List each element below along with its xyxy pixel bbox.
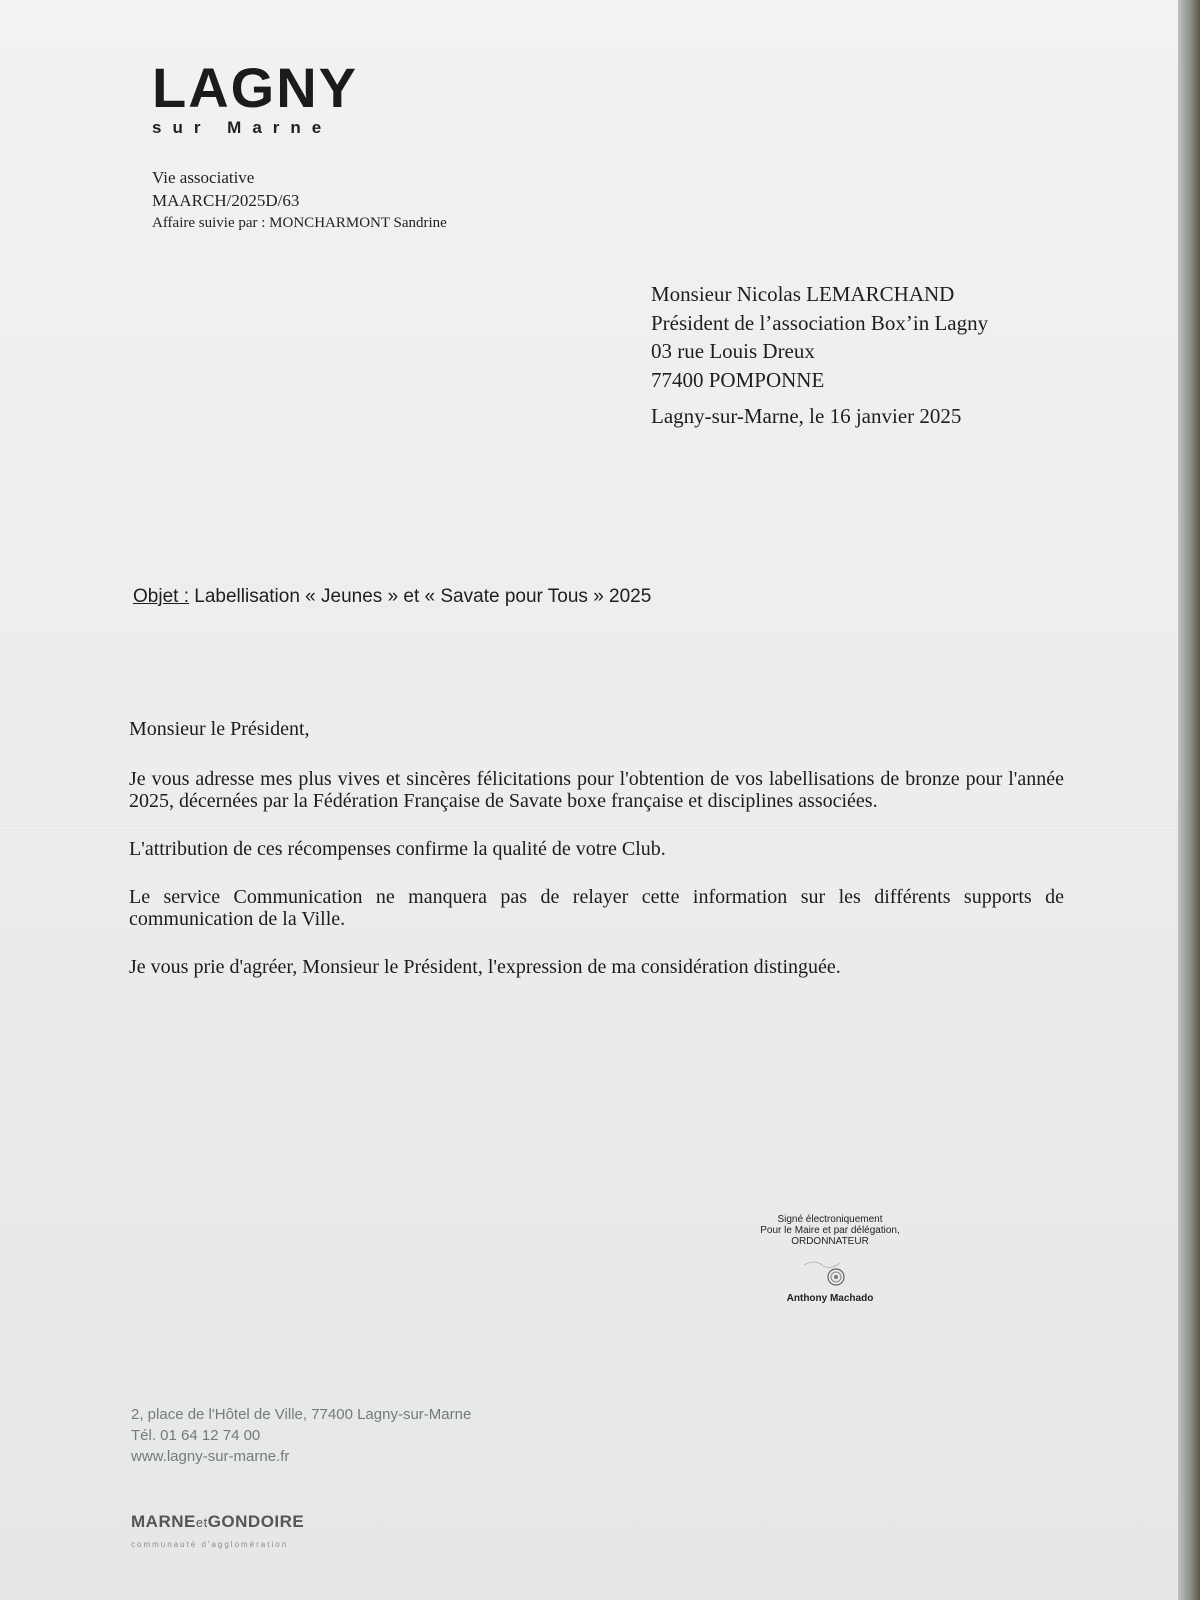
signer-name: Anthony Machado xyxy=(786,1293,874,1304)
city-logo xyxy=(152,56,358,138)
background-edge xyxy=(1178,0,1200,1600)
reference-code: MAARCH/2025D/63 xyxy=(152,191,300,210)
recipient-name: Monsieur Nicolas LEMARCHAND xyxy=(651,282,955,306)
logo-main-text: LAGNY xyxy=(152,56,358,119)
logo-sub-text: sur Marne xyxy=(152,118,333,137)
service-name: Vie associative xyxy=(152,168,255,187)
signature-stamp-icon xyxy=(800,1255,860,1289)
signature-line-3: ORDONNATEUR xyxy=(791,1236,869,1247)
logo-part-et: et xyxy=(195,1515,208,1530)
recipient-address xyxy=(651,280,988,394)
footer-address: 2, place de l'Hôtel de Ville, 77400 Lagny-sur-Marne xyxy=(131,1406,472,1423)
signature-line-2: Pour le Maire et par délégation, xyxy=(760,1225,900,1236)
logo-tagline: communauté d'agglomération xyxy=(131,1540,289,1549)
body-paragraph: Je vous adresse mes plus vives et sincères félicitations pour l'obtention de vos labellisations de bronze pour l'année 2025, décernées par la Fédération Française de Savate boxe française et disciplines associées. xyxy=(129,768,1064,812)
handled-by: Affaire suivie par : MONCHARMONT Sandrine xyxy=(152,215,447,231)
letter-body xyxy=(129,718,1064,1004)
recipient-city: 77400 POMPONNE xyxy=(651,367,825,392)
logo-part-gondoire: GONDOIRE xyxy=(207,1512,305,1531)
closing-paragraph: Je vous prie d'agréer, Monsieur le Président, l'expression de ma considération distinguée. xyxy=(129,956,841,978)
agglomeration-logo xyxy=(131,1512,304,1549)
letter-subject xyxy=(133,586,651,608)
recipient-title: Président de l’association Box’in Lagny xyxy=(651,310,989,335)
letter-date: Lagny-sur-Marne, le 16 janvier 2025 xyxy=(651,404,962,428)
recipient-street: 03 rue Louis Dreux xyxy=(651,339,815,363)
signature-line-1: Signé électroniquement xyxy=(777,1214,883,1225)
subject-text: Labellisation « Jeunes » et « Savate pour Tous » 2025 xyxy=(188,586,652,607)
body-paragraph: Le service Communication ne manquera pas de relayer cette information sur les différents supports de communication de la Ville. xyxy=(129,886,1064,930)
footer-phone: Tél. 01 64 12 74 00 xyxy=(131,1427,261,1444)
footer-contact xyxy=(131,1404,471,1467)
reference-block xyxy=(152,166,447,235)
logo-part-marne: MARNE xyxy=(131,1512,196,1531)
subject-label: Objet : xyxy=(133,586,189,607)
salutation: Monsieur le Président, xyxy=(129,718,310,740)
signature-block xyxy=(740,1214,920,1304)
footer-website: www.lagny-sur-marne.fr xyxy=(131,1448,290,1465)
body-paragraph: L'attribution de ces récompenses confirme la qualité de votre Club. xyxy=(129,838,666,860)
